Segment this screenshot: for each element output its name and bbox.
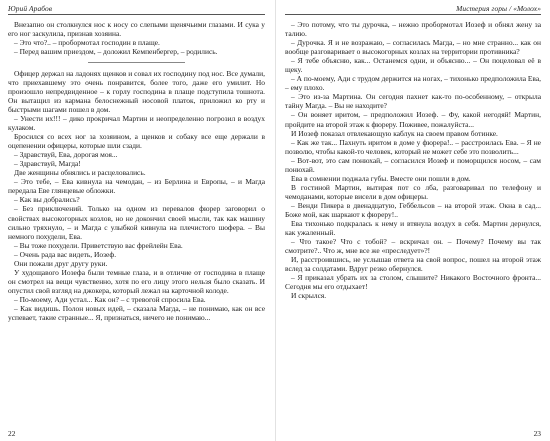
paragraph: – Здравствуй, Ева, дорогая моя... [14, 150, 118, 160]
paragraph: И, расстроившись, не услышав ответа на свой вопрос, пошел на второй этаж вслед за солдатами. Вдруг резко обернулся. [285, 255, 541, 274]
section-divider [88, 62, 186, 63]
paragraph: Две женщины обнялись и расцеловались. [14, 168, 146, 178]
paragraph: – Унести их!!! – дико прокричал Мартин и неопределенно погрозил в воздух кулаком. [8, 114, 265, 133]
paragraph: – Он воняет иритом, – предположил Иозеф. – Фу, какой негодяй! Мартин, пройдите на второй этаж к фюреру. Поживее, пожалуйста... [285, 110, 541, 129]
paragraph: – Очень рада вас видеть, Иозеф. [14, 249, 117, 259]
right-page [275, 0, 550, 441]
header-author: Юрий Арабов [8, 4, 53, 13]
page-number: 23 [533, 429, 541, 438]
paragraph: – Дурочка. Я и не возражаю, – согласилась Магда, – но мне странно... как он вообще разговаривает о высокогорных козлах на территории противника? [285, 38, 541, 57]
paragraph: – Вы тоже похудели. Приветствую вас фрейлейн Ева. [14, 240, 183, 250]
paragraph: Бросился со всех ног за хозяином, а щенков и собаку все еще держали в оцепенении офицеры, которые шли сзади. [8, 132, 265, 151]
left-running-header [8, 4, 265, 15]
page-number: 22 [8, 429, 16, 438]
paragraph: В гостиной Мартин, вытирая пот со лба, разговаривал по телефону и чемоданами, которые висели в дом офицеры. [285, 182, 541, 201]
paragraph: Ева тихонько подкралась к нему и втянула воздух в себя. Мартин дернулся, как ужаленный. [285, 219, 541, 238]
paragraph: Внезапно он столкнулся нос к носу со слепыми щенячьими глазами. И сука у его ног заскулила, признав хозяина. [8, 20, 265, 39]
paragraph: Ева в сомнении поджала губы. Вместе они пошли в дом. [291, 173, 471, 183]
paragraph: – Это из-за Мартина. Он сегодня пахнет как-то по-особенному, – открыла тайну Магда. – Вы не находите? [285, 92, 541, 111]
paragraph: – Я тебе объясню, как... Останемся одни, и объясню... – Он поцеловал её в щеку. [285, 56, 541, 75]
paragraph: – Как же так... Пахнуть иритом в доме у фюрера!.. – расстроилась Ева. – Я не позволю, чтобы какой-то человек, который не может себе это позволить... [285, 137, 541, 156]
paragraph: Они пожали друг другу руки. [14, 258, 108, 268]
right-page-text [285, 20, 541, 300]
paragraph: У худощавого Иозефа были темные глаза, и в отличие от господина в плаще он смотрел на вещи чувственно, хотя по его лицу этого нельзя было сказать. И опустил свой взгляд на джокера, который лежал на карточной колоде. [8, 267, 265, 295]
paragraph: – Вот-вот, это сам понюхай, – согласился Иозеф и поморщился носом, – сам понюхай. [285, 155, 541, 174]
paragraph: – Я приказал убрать их за столом, слышите? Никакого Восточного фронта... Сегодня мы его отдыхает! [285, 273, 541, 292]
paragraph: – Венди Пикера в двенадцатую, Геббельсов – на второй этаж. Окна в сад... Боже мой, как шаркают к фюреру!.. [285, 200, 541, 219]
paragraph: Офицер держал на ладонях щенков и совал их господину под нос. Все думали, что приехавшему это очень понравится, более того, даже его умилит. Но произошло непредвиденное – к горлу господина в плаще подступила тошнота. Он вытащил из кармана белоснежный носовой платок, приложил ко рту и быстрыми шагами пошел в дом. [8, 68, 265, 114]
paragraph: – Без приключений. Только на одном из перевалов фюрер заговорил о свойствах высокогорных козлов, но не докончил своей мысли, так как машину сильно тряхнуло, – и Магда с улыбкой кивнула на плечистого шофера. – Вы немного похудели, Ева. [8, 204, 265, 241]
paragraph: – Как вы добрались? [14, 195, 80, 205]
paragraph: – Что такое? Что с тобой? – вскричал он. – Почему? Почему вы так смотрите?.. Что ж, мне все же «преследует»?! [285, 237, 541, 256]
paragraph: И скрылся. [291, 291, 327, 301]
paragraph: – Это потому, что ты дурочка, – нежно пробормотал Иозеф и обнял жену за талию. [285, 20, 541, 39]
paragraph: – По-моему, Ади устал... Как он? – с тревогой спросила Ева. [14, 294, 206, 304]
paragraph: – Это что?.. – пробормотал господин в плаще. [14, 38, 160, 48]
left-page-text [8, 20, 265, 322]
paragraph: – Перед вашим приездом, – доложил Кемпенбергер, – родились. [14, 47, 218, 57]
paragraph: – А по-моему, Ади с трудом держится на ногах, – тихонько предположила Ева, – ему плохо. [285, 74, 541, 93]
paragraph: – Это тебе, – Ева кивнула на чемодан, – из Берлина и Европы, – и Магда передала Еве глянцевые обложки. [8, 177, 265, 196]
header-title: Мистерия горы / «Молох» [456, 4, 541, 13]
paragraph: – Здравствуй, Магда! [14, 159, 81, 169]
right-running-header [285, 4, 541, 15]
paragraph: – Как видишь. Полон новых идей, – сказала Магда, – не понимаю, как он все успевает, такие странные... Я, признаться, ничего не понимаю... [8, 304, 265, 323]
paragraph: И Иозеф показал отвлекающую каблук на своем правом ботинке. [291, 128, 498, 138]
